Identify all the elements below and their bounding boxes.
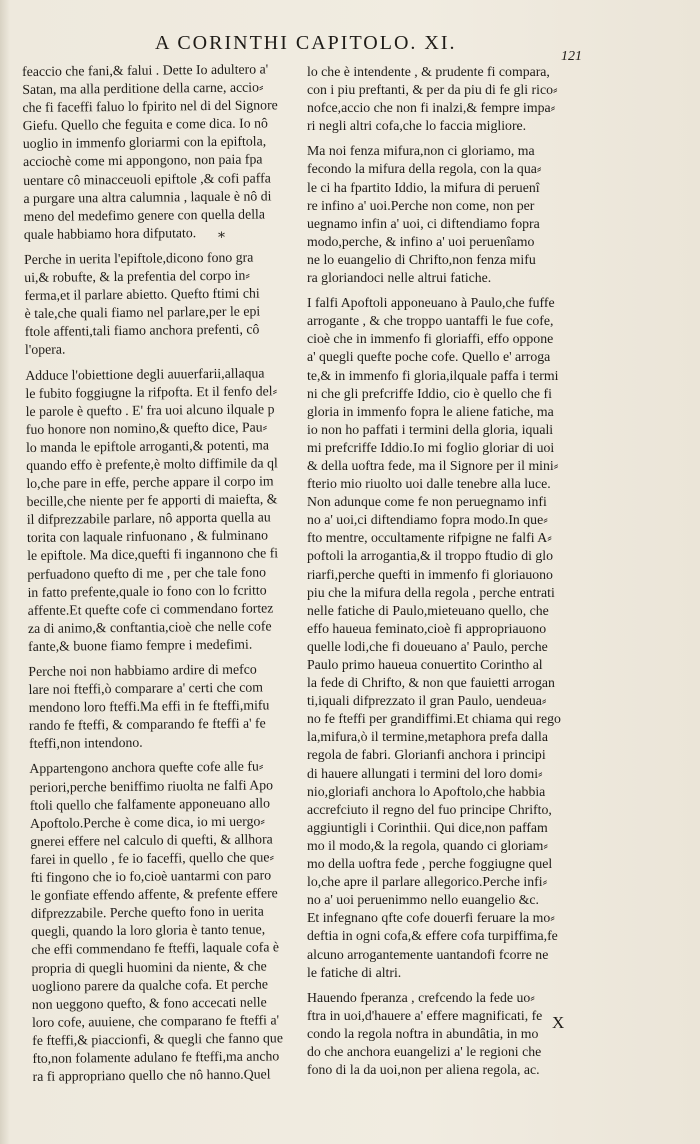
text-line: Non adunque come fe non peruegnamo infi	[307, 494, 547, 510]
text-line: ti,iquali difprezzato il gran Paulo, uendeua⸗	[307, 693, 547, 709]
text-line: io non ho paffati i termini della gloria, iquali	[307, 421, 554, 437]
text-line: quando effo è prefente,è molto diffimile da ql	[26, 455, 278, 473]
text-line: uentare cô minacceuoli epiftole ,& cofi paffa	[23, 169, 271, 188]
text-line: nofce,accio che non fi inalzi,& fempre impa⸗	[307, 100, 556, 116]
text-line: ni che gli prefcriffe Iddio, cio è quello che fi	[307, 385, 552, 401]
text-line: fecondo la mifura della regola, con la qua⸗	[307, 161, 542, 177]
text-line: mi prefcriffe Iddio.Io mi foglio gloriar di uoi	[307, 439, 555, 455]
paragraph	[307, 294, 597, 982]
text-line: no a' uoi peruenimmo nello euangelio &c.	[307, 892, 539, 908]
text-line: lo,che apre il parlare allegorico.Perche infi⸗	[307, 874, 548, 890]
text-line: meno del medefimo genere con quella della	[23, 206, 266, 224]
text-line: ftra in uoi,d'hauere a' effere magnificati, fe	[307, 1007, 543, 1023]
text-line: effo haueua feminato,cioè fi appropriauono	[307, 620, 547, 636]
text-line: uegnamo infin a' uoi, ci diftendiamo fopra	[307, 215, 540, 231]
text-line: fono di la da uoi,non per aliena regola, ac.	[307, 1062, 540, 1078]
signature-mark: X	[552, 1013, 565, 1032]
text-line: lo,che pare in effe, perche appare il corpo im	[26, 473, 274, 492]
text-line: a' quegli quefte poche cofe. Quello e' arroga	[307, 349, 551, 365]
text-line: quale habbiamo hora difputato.	[23, 225, 197, 242]
text-line: le fatiche di altri.	[307, 964, 402, 980]
text-line: mo il modo,& la regola, quando ci gloriam⸗	[307, 837, 549, 853]
text-line: Appartengono anchora quefte cofe alle fu⸗	[29, 758, 264, 777]
text-line: quegli, quando la loro gloria è tanto tenue,	[31, 921, 266, 940]
text-line: farei in quello , fe io faceffi, quello che que⸗	[30, 849, 275, 867]
text-line: non ueggono quefto, & fono accecati nelle	[31, 994, 267, 1012]
text-line: te,& in immenfo fi gloria,ilquale paffa i termi	[307, 367, 559, 383]
text-line: no fe fteffi per grandiffimi.Et chiama qui rego	[307, 711, 561, 727]
paragraph	[24, 248, 293, 359]
text-line: le gonfiate effendo affente, & prefente effere	[30, 885, 278, 904]
text-line: Giefu. Quello che feguita e come dica. Io nô	[22, 115, 268, 134]
text-line: nelle fatiche di Paulo,mieteuano quello, che	[307, 602, 549, 618]
text-line: le fubito foggiugne la rifpofta. Et il fenfo del⸗	[25, 382, 278, 401]
text-line: che effi commendano fe fteffi, laquale cofa è	[31, 939, 280, 958]
text-line: ftole affenti,tali fiamo anchora prefenti, cô	[24, 321, 260, 340]
text-line: acciochè come mi appongono, non paia fpa	[22, 151, 263, 170]
text-line: regola de fabri. Glorianfi anchora i principi	[307, 747, 546, 763]
text-line: in fatto prefente,quale io fono con lo fcritto	[27, 582, 267, 600]
text-line: feaccio che fani,& falui . Dette Io adultero a'	[22, 61, 269, 79]
paragraph	[307, 989, 597, 1079]
text-line: ne lo euangelio di Chrifto,non fenza mifu	[307, 251, 536, 267]
text-line: lo manda le epiftole arroganti,& potenti, ma	[25, 437, 269, 455]
text-line: mendono loro fteffi.Ma effi in fe fteffi,mifu	[28, 697, 270, 716]
paragraph	[307, 142, 597, 287]
text-line: ui,& robufte, & la prefentia del corpo in⸗	[24, 267, 250, 286]
text-line: le epiftole. Ma dice,quefti fi ingannono che fi	[27, 545, 279, 564]
text-line: ftoli quello che falfamente apponeuano allo	[29, 795, 271, 813]
text-line: che fi faceffi faluo lo fpirito nel di del Signore	[22, 97, 278, 116]
text-line: re infino a' uoi.Perche non come, non per	[307, 197, 535, 213]
text-line: a purgare una altra calumnia , laquale è nô di	[23, 188, 272, 206]
text-line: Adduce l'obiettione degli auuerfarii,allaqua	[25, 364, 265, 383]
text-line: lo che è intendente , & prudente fi compara,	[307, 64, 550, 79]
text-line: Perche noi non habbiamo ardire di mefco	[28, 661, 257, 679]
text-line: fante,& buone fiamo fempre i medefimi.	[28, 636, 253, 654]
text-line: rando fe fteffi, & comparando fe fteffi a' fe	[28, 715, 266, 734]
text-line: alcuno arrogantemente uantandofi fcorre ne	[307, 946, 549, 962]
right-text-column	[307, 63, 597, 1086]
text-line: & della uoftra fede, ma il Signore per il mini⸗	[307, 457, 559, 473]
text-line: uoglio in immenfo gloriarmi con la epiftola,	[22, 133, 267, 152]
paragraph	[29, 758, 300, 1086]
text-line: fuo honore non nomino,& quefto dice, Pau⸗	[25, 419, 268, 437]
text-line: uogliono parere da qualche cofa. Et perche	[31, 976, 269, 994]
text-line: Ma noi fenza mifura,non ci gloriamo, ma	[307, 143, 535, 159]
text-line: nio,gloriafi anchora lo Apoftolo,che habbia	[307, 783, 546, 799]
text-line: gnerei effere nel calculo di quefti, & allhora	[30, 831, 273, 849]
running-title: A CORINTHI CAPITOLO. XI.	[155, 32, 457, 54]
text-line: fterio mio riuolto uoi dalle tenebre alla luce.	[307, 476, 551, 492]
text-line: ra fi appropriano quello che nô hanno.Quel	[32, 1066, 271, 1085]
text-line: arrogante , & che troppo uantaffi le fue cofe,	[307, 313, 554, 329]
text-line: ra gloriandoci nelle altrui fatiche.	[307, 270, 492, 286]
left-text-column	[22, 60, 301, 1093]
text-line: fteffi,non intendono.	[29, 735, 143, 752]
text-line: propria di quegli huomini da niente, & che	[31, 957, 267, 976]
paragraph	[307, 63, 597, 135]
text-line: fto,non folamente adulano fe fteffi,ma ancho	[32, 1048, 280, 1066]
text-line: il difprezzabile parlare, nô apporta quella au	[26, 509, 271, 528]
text-line: cioè che in immenfo fi gloriaffi, effo oppone	[307, 331, 554, 347]
text-line: gloria in immenfo fopra le aliene fatiche, ma	[307, 403, 554, 419]
text-line: fti fingono che io fo,cioè uantarmi con paro	[30, 867, 272, 885]
text-line: Perche in uerita l'epiftole,dicono fono gra	[23, 249, 254, 267]
text-line: periori,perche beniffimo riuolta ne falfi Apo	[29, 776, 274, 795]
text-line: è tale,che quali fiamo nel parlare,per le epi	[24, 303, 261, 322]
paragraph	[28, 660, 297, 753]
page-number: 121	[561, 49, 582, 64]
text-line: ri negli altri cofa,che lo faccia migliore.	[307, 118, 527, 134]
paragraph	[25, 364, 296, 656]
text-line: za di animo,& conftantia,cioè che nelle cofe	[27, 618, 272, 636]
marginal-mark: *	[218, 230, 225, 246]
text-line: mo della uoftra fede , perche foggiugne quel	[307, 856, 553, 872]
text-line: becille,che niente per fe apporti di maiefta, &	[26, 491, 278, 510]
text-line: riarfi,perche quefti in immenfo fi gloriauono	[307, 566, 553, 582]
text-line: modo,perche, & infino a' uoi peruenîamo	[307, 233, 535, 249]
text-line: ferma,et il parlare abietto. Quefto ftimi chi	[24, 285, 260, 304]
text-line: accrefciuto il regno del fuo principe Chrifto,	[307, 801, 552, 817]
text-line: lare noi fteffi,ò comparare a' certi che com	[28, 679, 263, 698]
text-line: loro cofe, auuiene, che comparano fe fteffi a'	[31, 1012, 280, 1030]
text-line: Hauendo fperanza , crefcendo la fede uo⸗	[307, 989, 535, 1005]
text-line: condo la regola noftra in abundâtia, in mo	[307, 1025, 539, 1041]
text-line: torita con laquale rinfuonano , & fulminano	[26, 527, 269, 546]
text-line: quelle lodi,che fi doueuano a' Paulo, perche	[307, 638, 548, 654]
text-line: fe fteffi,& piaccionfi, & quegli che fanno que	[32, 1030, 283, 1048]
text-line: I falfi Apoftoli apponeuano à Paulo,che fuffe	[307, 295, 555, 311]
text-line: do che anchora euangelizi a' le regioni che	[307, 1043, 542, 1059]
text-line: l'opera.	[24, 341, 66, 358]
text-line: le ci ha fpartito Iddio, la mifura di peruenî	[307, 179, 540, 195]
text-line: aggiuntigli i Corinthii. Qui dice,non paffam	[307, 819, 548, 835]
paragraph	[22, 60, 292, 244]
text-line: poftoli la arrogantia,& il troppo ftudio di glo	[307, 548, 553, 564]
text-line: Satan, ma alla perditione della carne, accio⸗	[22, 79, 264, 98]
text-line: fto mentre, occultamente rifpigne ne falfi A⸗	[307, 530, 552, 546]
text-line: la fede di Chrifto, & non que fauietti arrogan	[307, 675, 555, 691]
text-line: Apoftolo.Perche è come dica, io mi uergo⸗	[29, 813, 266, 831]
text-line: di hauere allungati i termini del loro domi⸗	[307, 765, 543, 781]
text-line: perfuadono quefto di me , per che tale fono	[27, 564, 267, 582]
text-line: piu che la mifura della regola , perche entrati	[307, 584, 555, 600]
text-line: affente.Et quefte cofe ci commendano fortez	[27, 600, 274, 618]
text-line: no a' uoi,ci diftendiamo fopra modo.In que⸗	[307, 512, 548, 528]
text-line: con i piu preftanti, & per da piu di fe gli rico⸗	[307, 82, 558, 98]
text-line: difprezzabile. Perche quefto fono in uerita	[30, 903, 264, 922]
text-line: la,mifura,ò il termine,metaphora prefa dalla	[307, 729, 548, 745]
text-line: Paulo primo haueua conuertito Corintho al	[307, 657, 543, 672]
text-line: Et infegnano qfte cofe douerfi feruare la mo⸗	[307, 910, 555, 926]
text-line: le parole è quefto . E' fra uoi alcuno ilquale p	[25, 401, 275, 419]
text-line: deftia in ogni cofa,& effere cofa turpiffima,fe	[307, 928, 558, 944]
